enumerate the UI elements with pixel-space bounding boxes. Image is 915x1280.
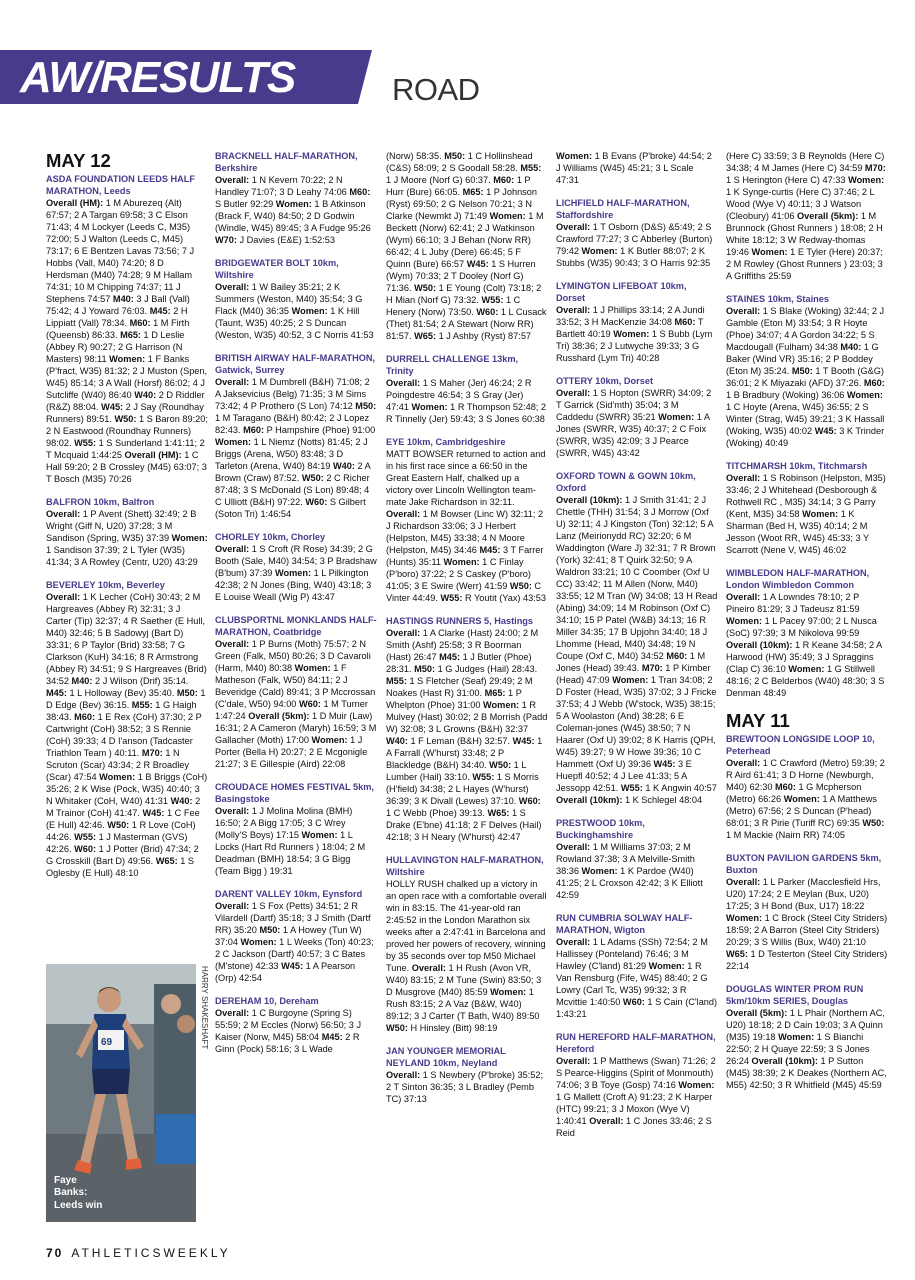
category-label: Overall:	[556, 842, 591, 852]
race-heading: HULLAVINGTON HALF-MARATHON, Wiltshire	[386, 855, 544, 877]
category-label: W45:	[466, 259, 489, 269]
race-heading: DOUGLAS WINTER PROM RUN 5km/10km SERIES, Douglas	[726, 984, 864, 1007]
category-label: Overall:	[411, 963, 446, 973]
race-heading: RUN CUMBRIA SOLWAY HALF-MARATHON, Wigton	[556, 913, 693, 935]
category-label: M45:	[439, 652, 461, 662]
category-label: W45:	[142, 808, 165, 819]
category-label: Women:	[556, 151, 593, 161]
race-results-text: Overall (HM): 1 M Aburezeq (Alt) 67:57; 2 A Targan 69:58; 3 C Elson 71:43; 4 M Lockyer (Leeds C, M35) 72:00; 5 J Walton (Leeds C, M45) 73:17; 6 E Bentzen Lavas 73:56; 7 J Hobbs (Vall, M40) 74:20; 8 D Herdsman (M40) 74:28; 9 M Hallam 74:31; 10 M Chipping 74:37; 11 J Stephens 74:57 M40: 3 J Ball (Vall) 75:42; 4 J Yoward 76:03. M45: 2 H Lippiatt (Vall) 78:34. M60: 1 M Firth (Queensb) 86:33. M65: 1 D Leslie (Abbey R) 90:27; 2 G Harrison (N Masters) 98:11 Women: 1 F Banks (P'fract, W35) 81:32; 2 J Muston (Spen, W45) 85:14; 3 A Wall (Horsf) 86:02; 4 J Sutcliffe (W40) 86:40 W40: 2 D Riddler (R&Z) 88:04. W45: 2 J Say (Roundhay Runners) 89:51. W50: 1 S Baron 89:20; 2 N Eastwood (Roundhay Runners) 98:02. W55: 1 S Sunderland 1:41:11; 2 T Mcquaid 1:44:25 Overall (HM): 1 C Hall 59:20; 2 B Crossley (M45) 63:07; 3 T Bosch (M35) 70:26	[46, 198, 208, 485]
race-result-block	[215, 150, 377, 246]
category-label: W50:	[862, 818, 885, 829]
photo-caption	[54, 1175, 102, 1213]
category-label: W55:	[620, 783, 643, 793]
category-label: Women:	[109, 354, 146, 365]
category-label: M50:	[414, 664, 436, 674]
race-heading: BRIDGEWATER BOLT 10km, Wiltshire	[215, 258, 339, 280]
race-result-block	[46, 173, 208, 485]
category-label: Women:	[848, 175, 885, 185]
category-label: W45:	[101, 402, 124, 413]
category-label: Women:	[678, 1080, 715, 1090]
race-results-text: Overall: 1 C Crawford (Metro) 59:39; 2 R Aird 61:41; 3 D Horne (Newburgh, M40) 62:30 M60: 1 G Mcpherson (Metro) 66:26 Women: 1 A Matthews (Metro) 67:56; 2 S Duncan (P'head) 68:01; 3 R Pirie (Turiff RC) 69:35 W50: 1 M Mackie (Nairn RR) 74:05	[726, 758, 885, 841]
category-label: Women:	[489, 211, 526, 221]
category-label: Women:	[275, 199, 312, 209]
category-label: Overall:	[726, 877, 761, 888]
category-label: W40:	[332, 461, 355, 471]
category-label: W50:	[301, 473, 324, 483]
race-results-text: Overall: 1 J Molina Molina (BMH) 16:50; 2 A Bigg 17:05; 3 C Wrey (Molly'S Boys) 17:15 Women: 1 L Locks (Hart Rd Runners ) 18:04; 2 M Deadman (BMH) 18:54; 3 G Bigg (Team Bigg ) 19:31	[215, 806, 366, 876]
category-label: W60:	[74, 844, 97, 855]
category-label: W55:	[74, 438, 97, 449]
race-heading: DEREHAM 10, Dereham	[215, 996, 319, 1006]
race-heading: RUN HEREFORD HALF-MARATHON, Hereford	[556, 1032, 716, 1054]
category-label: M70:	[141, 748, 163, 759]
category-label: Women:	[311, 735, 348, 745]
category-label: W40:	[134, 390, 157, 401]
race-result-block	[386, 615, 548, 843]
category-label: Overall:	[215, 175, 250, 185]
race-result-block	[726, 567, 888, 699]
masthead-banner	[0, 50, 372, 104]
category-label: Women:	[411, 402, 448, 412]
race-heading: STAINES 10km, Staines	[726, 294, 829, 304]
race-result-block	[215, 888, 377, 984]
category-label: W50:	[107, 820, 130, 831]
race-heading: EYE 10km, Cambridgeshire	[386, 437, 506, 447]
category-label: Women:	[802, 509, 839, 519]
race-result-block	[726, 460, 888, 556]
race-result-block	[726, 852, 888, 972]
race-result-block	[215, 352, 377, 520]
category-label: M60:	[666, 651, 688, 661]
race-results-text: Women: 1 B Evans (P'broke) 44:54; 2 J Williams (W45) 45:21; 3 L Scale 47:31	[556, 151, 712, 185]
race-results-text: Overall: 1 S Croft (R Rose) 34:39; 2 G Booth (Sale, M40) 34:54; 3 P Bradshaw (B'bum) 37:39 Women: 1 L Pilkington 42:38; 2 N Jones (Bing, W40) 43:18; 3 E Louise Weall (Wig P) 43:47	[215, 544, 377, 602]
category-label: M65:	[484, 688, 506, 698]
category-label: M60:	[129, 318, 151, 329]
race-results-text: (Here C) 33:59; 3 B Reynolds (Here C) 34:38; 4 M James (Here C) 34:59 M70: 1 S Herington (Here C) 47:33 Women: 1 K Synge-curtis (Here C) 37:46; 2 L Wood (Wye V) 40:11; 3 J Watson (Cleobury) 41:06 Overall (5km): 1 M Brunnock (Ghost Runners ) 18:08; 2 H White 18:12; 3 W Redway-thomas 19:46 Women: 1 E Tyler (Here) 20:37; 2 M Rowley (Ghost Runners ) 23:03; 3 A Griffiths 25:59	[726, 151, 886, 281]
category-label: M70:	[864, 163, 886, 173]
category-label: Overall:	[386, 1070, 421, 1080]
category-label: Overall:	[556, 222, 591, 232]
category-label: W40:	[170, 796, 193, 807]
category-label: Overall (HM):	[46, 198, 104, 209]
category-label: Women:	[291, 306, 328, 316]
race-results-text: Overall: 1 S Blake (Woking) 32:44; 2 J Gamble (Eton M) 33:54; 3 R Hoyte (Phoe) 34:07; 4 A Gordon 34:22; 5 S Macdougall (Fulham) 34:38 M40: 1 G Baker (Wind VR) 35:16; 2 P Boddey (Eton M) 35:24. M50: 1 T Booth (G&G) 36:01; 2 K Miyazaki (AFD) 37:26. M60: 1 B Bradbury (Woking) 36:06 Women: 1 C Hoyte (Arena, W45) 36:55; 2 S Winter (Strag, W45) 39:21; 3 K Hassall (Woking, W35) 40:02 W45: 3 K Trinder (Woking) 40:49	[726, 306, 885, 448]
results-column-3	[386, 150, 548, 1116]
category-label: Overall:	[46, 509, 81, 520]
category-label: W50:	[386, 1023, 408, 1033]
category-label: Overall:	[386, 628, 421, 638]
race-results-text: Overall: 1 L Parker (Macclesfield Hrs, U20) 17:24; 2 E Meylan (Bux, U20) 17:25; 3 H Bond (Bux, U17) 18:22 Women: 1 C Brock (Steel City Striders) 18:59; 2 A Barron (Steel City Striders) 20:29; 3 S Willis (Bux, W40) 21:10 W65: 1 D Testerton (Steel City Striders) 22:14	[726, 877, 888, 972]
race-heading: DURRELL CHALLENGE 13km, Trinity	[386, 354, 519, 376]
category-label: M50:	[176, 688, 198, 699]
results-column-2	[215, 150, 377, 1066]
category-label: W55:	[74, 832, 97, 843]
race-result-block	[556, 150, 718, 186]
race-heading: BREWTOON LONGSIDE LOOP 10, Peterhead	[726, 734, 875, 757]
race-results-text: HOLLY RUSH chalked up a victory in an open race with a comfortable overall win in 83:15. The 41-year-old ran 2:45:52 in the London Marathon six weeks after a 2:47:41 in Barcelona and proved her powers of recovery, winning by 35 seconds over top M50 Michael Tune. Overall: 1 H Rush (Avon VR, W40) 83:15; 2 M Tune (Swin) 83:50; 3 D Musgrove (M40) 85:59 Women: 1 Rush 83:15; 2 A Vaz (B&W, W40) 89:12; 3 J Carter (T Bath, W40) 89:50 W50: H Hinsley (Bitt) 98:19	[386, 879, 547, 1033]
race-heading: OTTERY 10km, Dorset	[556, 376, 654, 386]
category-label: Overall (10km):	[751, 1056, 818, 1067]
date-heading: MAY 11	[726, 710, 790, 731]
category-label: Women:	[215, 437, 252, 447]
race-results-text: Overall: 1 J Phillips 33:14; 2 A Jundi 33:52; 3 H MacKenzie 34:08 M60: T Bartlett 40:19 Women: 1 S Bubb (Lym Tri) 38:36; 2 J Lutwyche 39:33; 3 G Russhard (Lym Tri) 40:28	[556, 305, 713, 363]
category-label: Overall:	[215, 544, 250, 554]
race-result-block	[556, 197, 718, 269]
race-results-text: Overall: 1 M Williams 37:03; 2 M Rowland 37:38; 3 A Melville-Smith 38:36 Women: 1 K Pardoe (W40) 41:25; 2 L Croxson 42:42; 3 K Elliott 42:59	[556, 842, 703, 900]
race-heading: BRITISH AIRWAY HALF-MARATHON, Gatwick, Surrey	[215, 353, 376, 375]
category-label: Overall:	[589, 1116, 624, 1126]
category-label: Overall (10km):	[726, 640, 793, 650]
page-number: 70	[46, 1246, 64, 1260]
category-label: Overall:	[726, 306, 761, 316]
category-label: W55:	[440, 593, 463, 603]
category-label: M60:	[863, 378, 885, 388]
race-heading: BEVERLEY 10km, Beverley	[46, 580, 165, 591]
results-column-4	[556, 150, 718, 1150]
category-label: M40:	[112, 294, 134, 305]
category-label: Overall:	[556, 305, 591, 315]
category-label: M65:	[120, 330, 141, 341]
category-label: Women:	[726, 913, 763, 924]
category-label: M60:	[74, 712, 96, 723]
category-label: M45:	[149, 306, 171, 317]
category-label: Women:	[240, 937, 277, 947]
race-result-block	[46, 579, 208, 879]
race-result-block	[215, 781, 377, 877]
category-label: Women:	[783, 794, 820, 805]
category-label: Overall (10km):	[556, 795, 623, 805]
category-label: M45:	[46, 688, 67, 699]
photo-caption-line: Faye	[54, 1174, 77, 1186]
category-label: M45:	[479, 545, 501, 555]
race-results-text: Overall: 1 S Fox (Petts) 34:51; 2 R Vilardell (Dartf) 35:18; 3 J Smith (Dartf RR) 35:20 M50: 1 A Howey (Tun W) 37:04 Women: 1 L Weeks (Ton) 40:23; 2 C Jackson (Dartf) 40:57; 3 C Bates (M'stone) 42:33 W45: 1 A Pearson (Orp) 42:54	[215, 901, 374, 983]
category-label: Overall:	[46, 592, 81, 603]
category-label: W50:	[114, 414, 137, 425]
race-result-block	[726, 983, 888, 1091]
race-results-text: Overall: 1 S Newbery (P'broke) 35:52; 2 T Sinton 36:35; 3 L Bradley (Pemb TC) 37:13	[386, 1070, 543, 1104]
category-label: M55:	[520, 163, 542, 173]
category-label: Women:	[99, 772, 136, 783]
category-label: Overall:	[215, 806, 250, 816]
category-label: Women:	[581, 246, 618, 256]
category-label: W45:	[653, 759, 676, 769]
photo-caption-line: Banks:	[54, 1187, 88, 1198]
category-label: M60:	[349, 187, 371, 197]
category-label: Women:	[613, 329, 650, 339]
race-heading: CHORLEY 10km, Chorley	[215, 532, 326, 542]
race-result-block	[556, 912, 718, 1020]
race-result-block	[215, 257, 377, 341]
category-label: Overall:	[215, 901, 250, 911]
race-result-block	[386, 150, 548, 342]
category-label: M55:	[386, 676, 407, 686]
category-label: Women:	[301, 830, 338, 840]
category-label: M55:	[131, 700, 153, 711]
race-heading: ASDA FOUNDATION LEEDS HALF MARATHON, Leeds	[46, 174, 196, 197]
race-results-text: Overall: 1 P Burns (Moth) 75:57; 2 N Green (Falk, M50) 80:26; 3 D Cavaroli (Harm, M40) 80:38 Women: 1 F Matheson (Falk, W50) 84:11; 2 J Beveridge (Cald) 89:41; 3 P Mccrossan (C'dale, W50) 94:00 W60: 1 M Turner 1:47:24 Overall (5km): 1 D Muir (Law) 16:31; 2 A Cameron (Maryh) 16:59; 3 M Gallacher (Moth) 17:00 Women: 1 J Porter (Bella H) 20:27; 2 E Mcgonigle 21:27; 3 E Gillespie (Aird) 22:08	[215, 639, 377, 769]
race-result-block	[556, 817, 718, 901]
category-label: Women:	[581, 866, 618, 876]
category-label: W50:	[414, 283, 437, 293]
category-label: Women:	[788, 664, 825, 674]
category-label: Overall:	[556, 388, 591, 398]
bib-number: 69	[101, 1037, 113, 1048]
race-results-text: Overall: 1 A Lowndes 78:10; 2 P Pineiro 81:29; 3 J Tadeusz 81:59 Women: 1 L Pacey 97:00; 2 L Nusca (SoC) 97:39; 3 M Nikolova 99:59 Overall (10km): 1 R Keane 34:58; 2 A Harwood (HW) 35:49; 3 J Spraggins (Clap C) 36:10 Women: 1 G Stillwell 48:16; 2 C Belderbos (W40) 48:30; 3 S Denman 48:49	[726, 592, 885, 698]
race-results-text: Overall: 1 P Avent (Shett) 32:49; 2 B Wright (Giff N, U20) 37:28; 3 M Sandison (Spring, W35) 37:39 Women: 1 Sandison 37:39; 2 L Tyler (W35) 41:34; 3 A Rowley (Centr, U20) 43:29	[46, 509, 208, 568]
race-heading: LICHFIELD HALF-MARATHON, Staffordshire	[556, 198, 690, 220]
photo-caption-line: Leeds win	[54, 1199, 103, 1211]
photo-credit-text: HARRY SHAKESHAFT	[200, 966, 209, 1050]
race-result-block	[556, 375, 718, 459]
date-heading: MAY 12	[46, 150, 111, 171]
category-label: W60:	[476, 307, 499, 317]
category-label: W60:	[518, 796, 541, 806]
category-label: Women:	[483, 700, 520, 710]
category-label: Overall:	[215, 282, 250, 292]
race-results-text: Overall: 1 W Bailey 35:21; 2 K Summers (Weston, M40) 35:54; 3 G Flack (M40) 36:35 Women: 1 K Hill (Taunt, W35) 40:25; 2 S Duncan (Weston, W35) 40:52, 3 C Norris 41:53	[215, 282, 374, 340]
category-label: Overall:	[726, 758, 761, 769]
category-label: W65:	[487, 808, 510, 818]
race-result-block	[215, 531, 377, 603]
race-result-block	[215, 995, 377, 1055]
race-result-block	[726, 293, 888, 449]
category-label: Overall (5km):	[248, 711, 310, 721]
category-label: M40:	[840, 342, 862, 352]
category-label: W65:	[726, 949, 748, 960]
category-label: W45:	[814, 426, 837, 436]
race-results-text: Overall: 1 S Maher (Jer) 46:24; 2 R Poingdestre 46:54; 3 S Gray (Jer) 47:41 Women: 1 R Thompson 52:48; 2 R Tinnelly (Jer) 59:43; 3 S Jones 60:38	[386, 378, 547, 424]
category-label: Women:	[751, 247, 788, 257]
race-results-text: Overall: 1 M Dumbrell (B&H) 71:08; 2 A Jaksevicius (Belg) 71:35; 3 M Sims 73:42; 4 P Prothero (S Lon) 74:12 M50: 1 M Taragano (B&H) 80:42; 2 J Lopez 82:43. M60: P Hampshire (Phoe) 91:00 Women: 1 L Niemz (Notts) 81:45; 2 J Briggs (Arena, W50) 83:48; 3 D Tarleton (Arena, W40) 84:19 W40: 2 A Brown (Craw) 87:52. W50: 2 C Richer 87:48; 3 S McDonald (S Lon) 89:48; 4 C Ulliott (B&H) 97:22. W60: S Gilbert (Soton Tri) 1:46:54	[215, 377, 377, 519]
race-result-block	[386, 854, 548, 1034]
category-label: Women:	[726, 616, 763, 626]
category-label: M50:	[791, 366, 813, 376]
category-label: Women:	[846, 390, 883, 400]
race-results-text: Overall: 1 N Kevern 70:22; 2 N Handley 71:07; 3 D Leahy 74:06 M60: S Butler 92:29 Women: 1 B Atkinson (Brack F, W40) 84:50; 2 D Godwin (Windle, W45) 89:45; 3 A Fudge 95:26 W70: J Davies (E&E) 1:52:53	[215, 175, 371, 245]
category-label: Overall:	[556, 1056, 591, 1066]
race-photo	[46, 964, 196, 1222]
category-label: Women:	[648, 961, 685, 971]
race-heading: BRACKNELL HALF-MARATHON, Berkshire	[215, 151, 358, 173]
category-label: Women:	[294, 663, 331, 673]
race-result-block	[386, 436, 548, 604]
race-results-text: Overall: 1 A Clarke (Hast) 24:00; 2 M Smith (Ashf) 25:58; 3 R Boorman (Hast) 26:47 M45: 1 J Butler (Phoe) 28:31. M50: 1 G Judges (Hail) 28:43. M55: 1 S Fletcher (Seaf) 29:49; 2 M Noakes (Hast R) 31:00. M65: 1 P Whelpton (Phoe) 31:00 Women: 1 R Mulvey (Hast) 30:02; 2 B Morrish (Padd W) 32:08; 3 L Growns (B&H) 32:37 W40: 1 F Leman (B&H) 32:57. W45: 1 A Farrall (W'hurst) 33:48; 2 P Blackledge (B&H) 34:40. W50: 1 L Lumber (Hail) 33:10. W55: 1 S Morris (H'field) 34:38; 2 L Hayes (W'hurst) 36:39; 3 K Divall (Lewes) 37:10. W60: 1 C Webb (Phoe) 39:13. W65: 1 S Drake (E'bne) 41:18; 2 F Delves (Hail) 42:18; 3 H Neary (W'hurst) 42:47	[386, 628, 548, 842]
category-label: M40:	[71, 676, 93, 687]
race-results-text: Overall (10km): 1 J Smith 31:41; 2 J Chettle (THH) 31:54; 3 J Morrow (Oxf U) 32:11; 4 J Kingston (Ton) 32:12; 5 A Lanz (Meirionydd RC) 32:20; 6 M Waddington (Ware J) 32:31; 7 R Brown (York) 32:41; 8 T Quirk 32:50; 9 A Waldron 33:21; 10 C Coomber (Oxf U CC) 33:42; 11 M Allen (Norw, M40) 33:55; 12 M Tran (W) 34:08; 13 H Read (Abing) 34:09; 14 M Robinson (Oxf C) 34:10; 15 P Patel (W&B) 34:13; 16 R Miller 34:35; 17 B Upjohn 34:40; 18 J Lhomme (Head, M40) 34:48; 19 N Coupe (Oxf C, M40) 34:52 M60: 1 M Jones (Head) 39:43. M70: 1 P Kimber (Head) 47:09 Women: 1 Tran 34:08; 2 D Foster (Head, W35) 37:02; 3 J Fricke 37:53; 4 J Webb (W'stock, W35) 38:15; 5 A Woolaston (And) 38:28; 6 E Coleman-jones (W45) 38:50; 7 N Haarer (Oxf U) 39:02; 8 K Harris (QPH, W45) 39:27; 9 W Howe 39:36; 10 C Hammett (Oxf U) 39:36 W45: 3 E Huepfl 40:52; 4 J Lee 41:33; 5 A Jessopp 42:51. W55: 1 K Angwin 40:57 Overall (10km): 1 K Schlegel 48:04	[556, 495, 718, 805]
race-results-text: MATT BOWSER returned to action and in his first race since a 66:50 in the Great Eastern Half, chalked up a victory over Lincoln Wellington team-mate Jake Richardson in 32:11. Overall: 1 M Bowser (Linc W) 32:11; 2 J Richardson 33:06; 3 J Herbert (Helpston, M45) 33:38; 4 N Moore (Helpston, M45) 34:46 M45: 3 T Farrer (Hunts) 35:11 Women: 1 C Finlay (P'boro) 37:22; 2 S Caskey (P'boro) 41:05; 3 E Swire (Werr) 41:59 W50: C Vinter 44:49. W55: R Youtit (Yax) 43:53	[386, 449, 547, 603]
race-heading: BALFRON 10km, Balfron	[46, 497, 155, 508]
race-result-block	[726, 733, 888, 841]
category-label: Overall:	[726, 592, 761, 602]
category-label: W60:	[305, 497, 328, 507]
race-heading: DARENT VALLEY 10km, Eynsford	[215, 889, 363, 899]
category-label: M60:	[775, 782, 796, 793]
category-label: W60:	[298, 699, 321, 709]
race-heading: CROUDACE HOMES FESTIVAL 5km, Basingstoke	[215, 782, 374, 804]
category-label: Overall:	[726, 473, 761, 483]
results-column-1	[46, 150, 208, 890]
category-label: M65:	[462, 187, 484, 197]
category-label: Overall (5km):	[726, 1008, 788, 1019]
category-label: W70:	[215, 235, 237, 245]
category-label: Overall (10km):	[556, 495, 623, 505]
race-results-text: Overall: 1 C Burgoyne (Spring S) 55:59; 2 M Eccles (Norw) 56:50; 3 J Kaiser (Norw, M45) 58:04 M45: 2 R Ginn (Pock) 58:16; 3 L Wade	[215, 1008, 362, 1054]
category-label: W45:	[281, 961, 304, 971]
category-label: M50:	[444, 151, 466, 161]
category-label: M45:	[321, 1032, 343, 1042]
race-heading: CLUBSPORTNL MONKLANDS HALF-MARATHON, Coatbridge	[215, 615, 377, 637]
category-label: Overall:	[386, 509, 421, 519]
section-title: ROAD	[392, 72, 480, 107]
magazine-name: ATHLETICSWEEKLY	[71, 1246, 231, 1260]
category-label: Women:	[274, 568, 312, 578]
race-heading: OXFORD TOWN & GOWN 10km, Oxford	[556, 471, 696, 493]
race-results-text: (Norw) 58:35. M50: 1 C Hollinshead (C&S) 58:09; 2 S Goodall 58:28. M55: 1 J Moore (Norf G) 60:37. M60: 1 P Hurr (Bure) 66:05. M65: 1 P Johnson (Ryst) 69:50; 2 G Nelson 70:21; 3 N Clarke (Newmkt J) 71:49 Women: 1 M Beckett (Norw) 62:41; 2 J Watkinson (Wym) 66:10; 3 J Behan (Norw RR) 66:42; 4 L Juby (Dere) 66:45; 5 F Quinn (Bure) 66:57 W45: 1 S Hurren (Wym) 70:33; 2 T Dooley (Norf G) 71:36. W50: 1 E Young (Colt) 73:18; 2 H Mian (Norf G) 73:32. W55: 1 C Henery (Norw) 73:50. W60: 1 L Cusack (Thet) 81:54; 2 A Stewart (Norw RR) 81:57. W65: 1 J Ashby (Ryst) 87:57	[386, 151, 547, 341]
race-results-text: Overall: 1 T Osborn (D&S) &5:49; 2 S Crawford 77:27; 3 C Abberley (Burton) 79:42 Women: 1 K Butler 88:07; 2 K Stubbs (W35) 90:43; 3 O Harris 92:35	[556, 222, 713, 268]
race-result-block	[46, 496, 208, 568]
category-label: Women:	[171, 533, 208, 544]
race-results-text: Overall: 1 S Robinson (Helpston, M35) 33:46; 2 J Whitehead (Desborough & Rothwell RC , M35) 34:14; 3 G Parry (Kent, M35) 34:58 Women: 1 K Sharman (Bed H, W35) 40:14; 2 M Jesson (Woot RR, W45) 45:33; 3 Y Scarrott (Nene V, W45) 46:02	[726, 473, 886, 555]
category-label: M70:	[641, 663, 663, 673]
race-result-block	[556, 1031, 718, 1139]
category-label: W60:	[622, 997, 645, 1007]
race-results-text: Overall: 1 L Adams (SSh) 72:54; 2 M Hallissey (Ponteland) 76:46; 3 M Hawley (C'land) 81:29 Women: 1 R Van Rensburg (Fife, W45) 88:40; 2 G Lowry (Carl Tc, W35) 99:32; 3 R Mcvittie 1:40:50 W60: 1 S Cain (C'land) 1:43:21	[556, 937, 718, 1019]
category-label: M60:	[493, 175, 515, 185]
category-label: Overall:	[215, 639, 250, 649]
category-label: Overall (5km):	[796, 211, 859, 221]
results-column-5	[726, 150, 888, 1102]
race-heading: LYMINGTON LIFEBOAT 10km, Dorset	[556, 281, 687, 303]
category-label: W55:	[481, 295, 504, 305]
race-result-block	[556, 280, 718, 364]
race-heading: PRESTWOOD 10km, Buckinghamshire	[556, 818, 645, 840]
page-footer	[46, 1246, 231, 1260]
race-result-block	[215, 614, 377, 770]
masthead-title: AW/RESULTS	[20, 53, 296, 102]
category-label: Overall:	[386, 378, 421, 388]
race-results-text: Overall (5km): 1 L Phair (Northern AC, U20) 18:18; 2 D Cain 19:03; 3 A Quinn (M35) 19:18 Women: 1 S Bianchi 22:50; 2 H Quaye 22:59; 3 S Jones 26:24 Overall (10km): 1 P Sutton (M45) 38:39; 2 K Deakes (Northern AC, M55) 42:50; 3 R Whitfield (M45) 45:59	[726, 1008, 887, 1091]
race-heading: BUXTON PAVILION GARDENS 5km, Buxton	[726, 853, 882, 876]
category-label: W65:	[414, 331, 437, 341]
category-label: Women:	[490, 987, 527, 997]
race-results-text: Overall: 1 K Lecher (CoH) 30:43; 2 M Hargreaves (Abbey R) 32:31; 3 J Carter (Tip) 32:37; 4 R Saether (E Hull, M40) 32:46; 5 B Sadowyj (Bart D) 33:31; 6 P Taylor (Brid) 33:58; 7 G Clarkson (KuH) 34:16; 8 R Armstrong (Abbey R) 34:51; 9 S Hargreaves (Brid) 34:52 M40: 2 J Wilson (Drif) 35:14. M45: 1 L Holloway (Bev) 35:40. M50: 1 D Edge (Bev) 36:15. M55: 1 G Haigh 38:43. M60: 1 E Rex (CoH) 37:30; 2 P Cartwright (CoH) 38:52; 3 S Rennie (CoH) 39:33; 4 D I'anson (Tadcaster Triathlon Team ) 40:11. M70: 1 N Scruton (Scar) 43:34; 2 R Broadley (Scar) 47:54 Women: 1 B Briggs (CoH) 35:26; 2 K Wise (Pock, W35) 40:40; 3 N Whitaker (CoH, W40) 41:31 W40: 2 M Trainor (CoH) 41:47. W45: 1 C Fee (E Hull) 42:46. W50: 1 R Love (CoH) 44:26. W55: 1 J Masterman (GVS) 42:26. W60: 1 J Potter (Brid) 47:34; 2 G Crosskill (Bart D) 49:56. W65: 1 S Oglesby (E Hull) 48:10	[46, 592, 208, 879]
race-heading: WIMBLEDON HALF-MARATHON, London Wimbledon Common	[726, 568, 870, 590]
category-label: Women:	[612, 675, 649, 685]
category-label: Overall:	[556, 937, 591, 947]
category-label: Overall (HM):	[124, 450, 182, 461]
category-label: Women:	[778, 1032, 815, 1043]
category-label: W55:	[472, 772, 495, 782]
category-label: M60:	[674, 317, 696, 327]
race-result-block	[386, 1045, 548, 1105]
race-results-text: Overall: 1 S Hopton (SWRR) 34:09; 2 T Garrick (Sid'mth) 35:04; 3 M Caddedu (SWRR) 35:21 Women: 1 A Jones (SWRR, W35) 40:37; 2 C Foix (SWRR, W35) 42:09; 3 J Pearce (SWRR, W45) 43:42	[556, 388, 712, 458]
category-label: Women:	[443, 557, 480, 567]
category-label: M60:	[243, 425, 265, 435]
race-results-text: Overall: 1 P Matthews (Swan) 71:26; 2 S Pearce-Higgins (Spirit of Monmouth) 74:06; 3 B Toye (Gosp) 74:16 Women: 1 G Mallett (Croft A) 91:23; 2 K Harper (HTC) 99:21; 3 J Moxon (Wye V) 1:40:41 Overall: 1 C Jones 33:46; 2 S Reid	[556, 1056, 716, 1138]
race-result-block	[556, 470, 718, 806]
race-result-block	[386, 353, 548, 425]
photo-credit	[198, 966, 210, 1116]
race-result-block	[726, 150, 888, 282]
category-label: W65:	[155, 856, 178, 867]
category-label: W40:	[386, 736, 408, 746]
category-label: Overall:	[215, 377, 250, 387]
category-label: M50:	[355, 401, 377, 411]
category-label: W50:	[509, 581, 532, 591]
race-heading: TITCHMARSH 10km, Titchmarsh	[726, 461, 868, 471]
category-label: Overall:	[215, 1008, 250, 1018]
race-heading: JAN YOUNGER MEMORIAL NEYLAND 10km, Neyland	[386, 1046, 506, 1068]
category-label: M50:	[259, 925, 281, 935]
race-heading: HASTINGS RUNNERS 5, Hastings	[386, 616, 534, 626]
category-label: Women:	[658, 412, 695, 422]
category-label: W50:	[489, 760, 512, 770]
category-label: W45:	[512, 736, 535, 746]
